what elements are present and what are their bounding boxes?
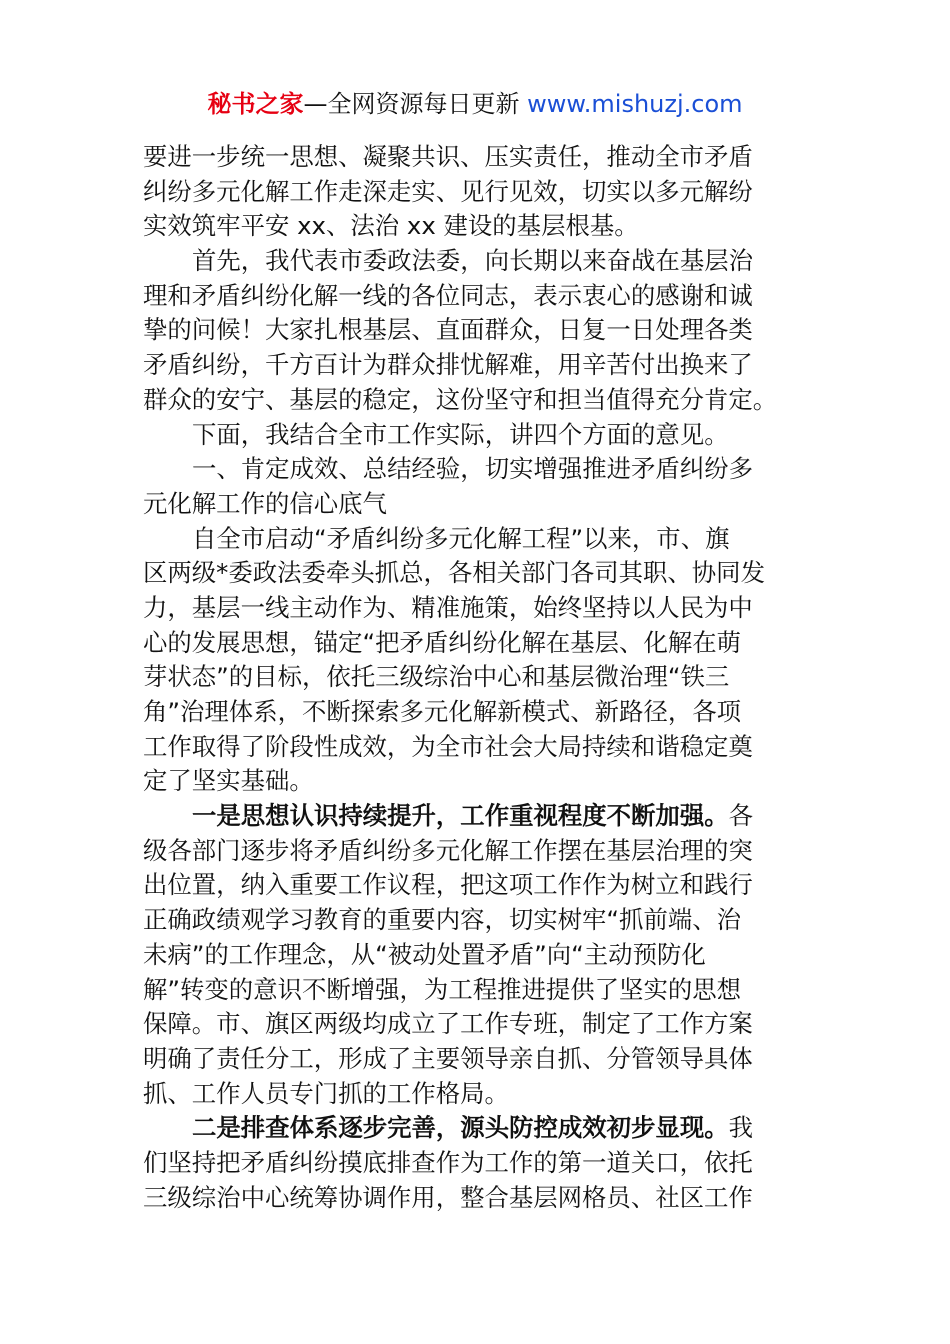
text-line bbox=[143, 1146, 811, 1181]
line-text: 明确了责任分工，形成了主要领导亲自抓、分管领导具体 bbox=[143, 1043, 753, 1073]
text-line bbox=[143, 764, 811, 799]
line-text: 级各部门逐步将矛盾纠纷多元化解工作摆在基层治理的突 bbox=[143, 835, 753, 865]
text-line bbox=[143, 695, 811, 730]
text-line bbox=[143, 660, 811, 695]
line-text: 抓、工作人员专门抓的工作格局。 bbox=[143, 1078, 509, 1108]
site-slogan: —全网资源每日更新 bbox=[303, 90, 528, 118]
line-text: 正确政绩观学习教育的重要内容，切实树牢“抓前端、治 bbox=[143, 905, 742, 935]
text-line bbox=[143, 556, 811, 591]
text-line bbox=[143, 1077, 811, 1112]
line-text: 纠纷多元化解工作走深走实、见行见效，切实以多元解纷 bbox=[143, 176, 753, 206]
text-line bbox=[143, 1007, 811, 1042]
line-text: 未病”的工作理念，从“被动处置矛盾”向“主动预防化 bbox=[143, 939, 706, 969]
text-line bbox=[143, 348, 811, 383]
line-text: 挚的问候！大家扎根基层、直面群众，日复一日处理各类 bbox=[143, 315, 753, 345]
text-line bbox=[143, 973, 811, 1008]
text-line bbox=[143, 522, 811, 557]
document-body bbox=[143, 140, 811, 1215]
text-line bbox=[143, 209, 811, 244]
text-line bbox=[143, 730, 811, 765]
text-line bbox=[143, 1111, 811, 1146]
text-line bbox=[143, 938, 811, 973]
line-text: 理和矛盾纠纷化解一线的各位同志，表示衷心的感谢和诚 bbox=[143, 280, 753, 310]
line-text: 区两级*委政法委牵头抓总，各相关部门各司其职、协同发 bbox=[143, 558, 765, 588]
line-text: 保障。市、旗区两级均成立了工作专班，制定了工作方案 bbox=[143, 1009, 753, 1039]
text-line bbox=[143, 418, 811, 453]
line-text: 角”治理体系，不断探索多元化解新模式、新路径，各项 bbox=[143, 697, 742, 726]
line-text: 元化解工作的信心底气 bbox=[143, 488, 387, 518]
line-text: 一、肯定成效、总结经验，切实增强推进矛盾纠纷多 bbox=[192, 454, 753, 484]
line-text: 力，基层一线主动作为、精准施策，始终坚持以人民为中 bbox=[143, 592, 753, 622]
text-line bbox=[143, 799, 811, 834]
text-line bbox=[143, 868, 811, 903]
line-text: 三级综治中心统筹协调作用，整合基层网格员、社区工作 bbox=[143, 1182, 753, 1212]
text-line bbox=[143, 383, 811, 418]
site-brand: 秘书之家 bbox=[207, 90, 304, 118]
text-line bbox=[143, 175, 811, 210]
text-line bbox=[143, 487, 811, 522]
text-line bbox=[143, 591, 811, 626]
line-text: 实效筑牢平安 xx、法治 xx 建设的基层根基。 bbox=[143, 211, 639, 241]
line-text: 芽状态”的目标，依托三级综治中心和基层微治理“铁三 bbox=[143, 662, 730, 692]
text-line bbox=[143, 452, 811, 487]
text-line bbox=[143, 1042, 811, 1077]
text-line bbox=[143, 313, 811, 348]
site-url[interactable]: www.mishuzj.com bbox=[527, 90, 743, 118]
line-text: 我 bbox=[728, 1113, 754, 1143]
text-line bbox=[143, 834, 811, 869]
line-text: 们坚持把矛盾纠纷摸底排查作为工作的第一道关口，依托 bbox=[143, 1147, 753, 1177]
line-text: 要进一步统一思想、凝聚共识、压实责任，推动全市矛盾 bbox=[143, 142, 753, 171]
bold-heading: 二是排查体系逐步完善，源头防控成效初步显现。 bbox=[192, 1113, 729, 1143]
line-text: 解”转变的意识不断增强，为工程推进提供了坚实的思想 bbox=[143, 974, 742, 1004]
line-text: 首先，我代表市委政法委，向长期以来奋战在基层治 bbox=[192, 246, 753, 276]
text-line bbox=[143, 1181, 811, 1216]
line-text: 出位置，纳入重要工作议程，把这项工作作为树立和践行 bbox=[143, 870, 753, 900]
page-header bbox=[0, 86, 950, 122]
text-line bbox=[143, 140, 811, 175]
bold-heading: 一是思想认识持续提升，工作重视程度不断加强。 bbox=[192, 801, 729, 831]
line-text: 群众的安宁、基层的稳定，这份坚守和担当值得充分肯定。 bbox=[143, 384, 778, 414]
line-text: 各 bbox=[728, 801, 754, 831]
text-line bbox=[143, 244, 811, 279]
line-text: 工作取得了阶段性成效，为全市社会大局持续和谐稳定奠 bbox=[143, 731, 753, 761]
line-text: 定了坚实基础。 bbox=[143, 766, 314, 796]
line-text: 下面，我结合全市工作实际，讲四个方面的意见。 bbox=[192, 419, 729, 449]
text-line bbox=[143, 626, 811, 661]
text-line bbox=[143, 279, 811, 314]
line-text: 自全市启动“矛盾纠纷多元化解工程”以来，市、旗 bbox=[192, 523, 730, 553]
text-line bbox=[143, 903, 811, 938]
line-text: 心的发展思想，锚定“把矛盾纠纷化解在基层、化解在萌 bbox=[143, 627, 742, 657]
line-text: 矛盾纠纷，千方百计为群众排忧解难，用辛苦付出换来了 bbox=[143, 350, 753, 380]
